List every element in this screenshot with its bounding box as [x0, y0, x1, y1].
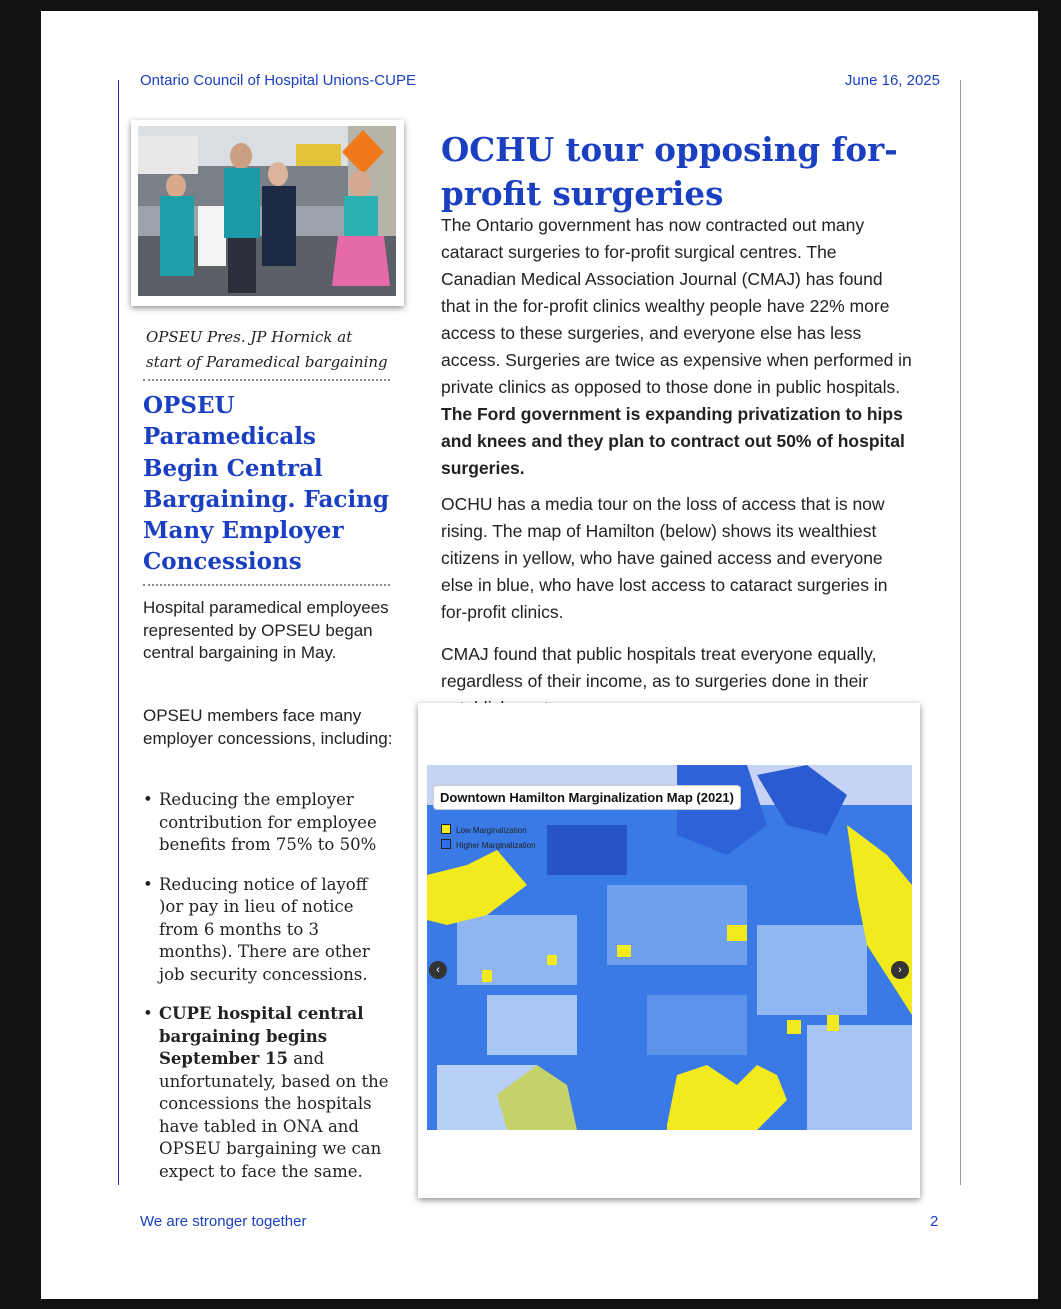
bold-text: The Ford government is expanding privatization to hips and knees and they plan to contract out 50% of hospital surgeries. [441, 404, 905, 478]
sidebar-paragraph: Hospital paramedical employees represented by OPSEU began central bargaining in May. [143, 598, 389, 662]
sidebar-headline: OPSEU Paramedicals Begin Central Bargaining. Facing Many Employer Concessions [143, 392, 389, 576]
paragraph-text: The Ontario government has now contracted out many cataract surgeries to for-profit surgical centres. The Canadian Medical Association Journal (CMAJ) has found that in the for-profit clinics wealthy people have 22% more access to these surgeries, and everyone else has less access. Surgeries are twice as expensive when performed in private clinics as opposed to those done in public hospitals. [441, 215, 912, 397]
marginalization-map [427, 765, 912, 1130]
list-item: • Reducing notice of layoff )or pay in lieu of notice from 6 months to 3 months). There are other job security concessions. [143, 874, 393, 987]
chevron-left-icon[interactable]: ‹ [429, 961, 447, 979]
chevron-right-icon[interactable]: › [891, 961, 909, 979]
page-number: 2 [930, 1213, 939, 1230]
article-paragraph: CMAJ found that public hospitals treat everyone equally, regardless of their income, as to surgeries done in their [441, 644, 877, 691]
article-title: OCHU tour opposing for-profit surgeries [441, 130, 898, 213]
rally-photo [138, 126, 396, 296]
concessions-list [143, 789, 393, 1200]
bold-text: CUPE hospital central bargaining begins September 15 [159, 1004, 364, 1068]
legend-label: Higher Marginalization [456, 841, 536, 850]
map-legend [441, 823, 536, 853]
article-paragraph [441, 212, 916, 482]
legend-swatch-yellow [441, 824, 451, 834]
list-item-text: and unfortunately, based on the concessions the hospitals have tabled in ONA and OPSEU bargaining we can expect to face the same. [159, 1049, 389, 1181]
legend-item [441, 823, 536, 838]
map-title: Downtown Hamilton Marginalization Map (2021) [433, 785, 741, 810]
right-column-rule [960, 80, 961, 1185]
footer-slogan: We are stronger together [140, 1213, 307, 1230]
article-paragraph: OCHU has a media tour on the loss of access that is now rising. The map of Hamilton (below) shows its wealthiest citizens in yellow, who have gained access and everyone else in blue, who have lost access to cataract surgeries in for-profit clinics. [441, 494, 888, 622]
legend-label: Low Marginalization [456, 826, 527, 835]
map-frame [418, 703, 920, 1198]
photo-caption: OPSEU Pres. JP Hornick at start of Paramedical bargaining [146, 328, 388, 371]
legend-item [441, 838, 536, 853]
legend-swatch-blue [441, 839, 451, 849]
header-org: Ontario Council of Hospital Unions-CUPE [140, 72, 416, 89]
left-column-rule [118, 80, 119, 1185]
header-date: June 16, 2025 [844, 72, 940, 89]
dotted-divider [143, 584, 390, 586]
sidebar-paragraph: OPSEU members face many employer concessions, including: [143, 706, 393, 748]
list-item: • Reducing the employer contribution for employee benefits from 75% to 50% [143, 789, 393, 857]
photo-frame [131, 120, 404, 306]
map-graphic [427, 765, 912, 1130]
list-item [143, 1003, 393, 1183]
dotted-divider [143, 379, 390, 381]
